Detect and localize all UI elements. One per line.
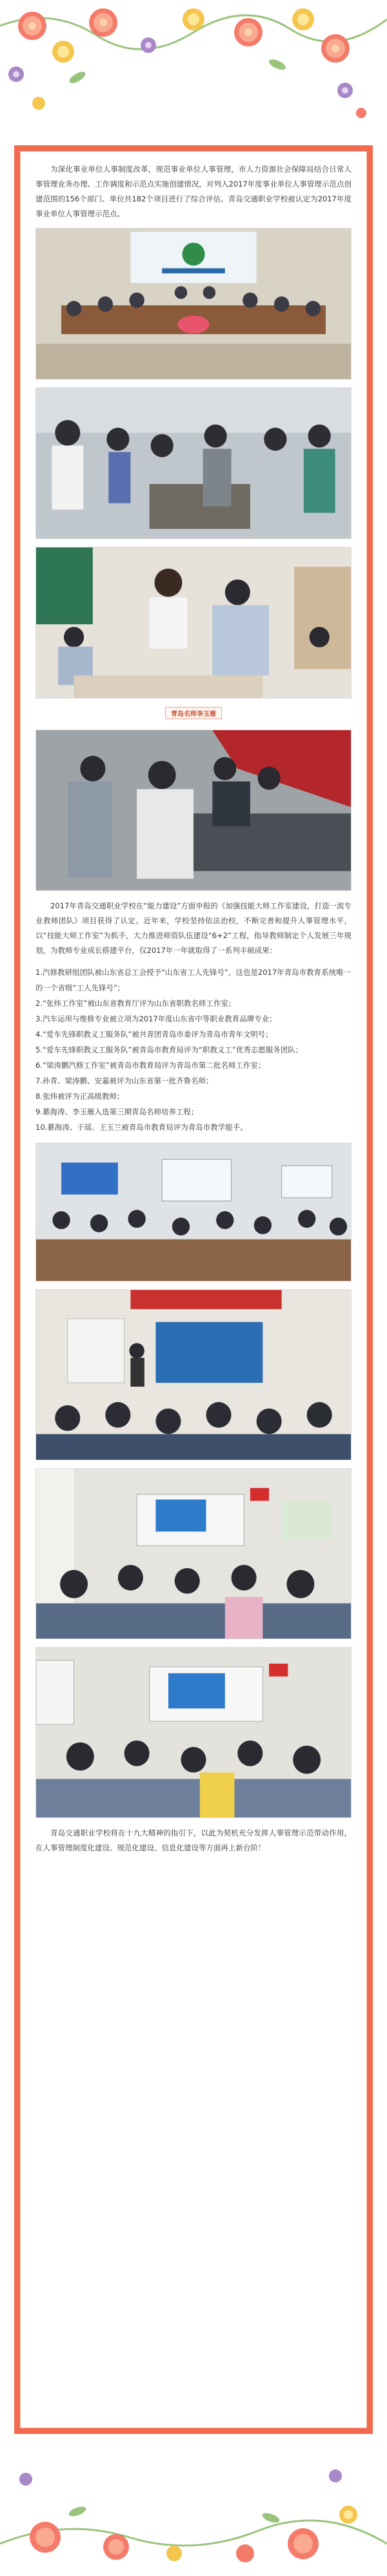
photo-classroom-2 [35, 1468, 352, 1639]
photo-lecture-hall [35, 1143, 352, 1282]
photo-classroom-1 [35, 1289, 352, 1460]
photo-caption: 青岛名师李玉雁 [165, 707, 222, 719]
header-flower-decoration [0, 0, 387, 136]
intro-paragraph: 为深化事业单位人事制度改革，规范事业单位人事管理，市人力资源社会保障局结合日常人事管理业务办理、工作调度和示范点实施创建情况，对列入2017年度事业单位人事管理示范点创建范围的156个部门、单位共182个项目进行了综合评估。青岛交通职业学校被认定为2017年度事业单位人事管理示范点。 [35, 165, 352, 218]
list-item: 4.“爱车先锋职教义工服务队”被共青团青岛市委评为青岛市青年文明号； [35, 1030, 273, 1039]
list-item: 8.张炜被评为正高级教师； [35, 1092, 124, 1101]
list-item: 10.綦海涛、于瑶、王玉兰被青岛市教育局评为青岛市教学能手。 [35, 1123, 248, 1132]
photo-classroom-3 [35, 1647, 352, 1818]
photo-car-repair [35, 730, 352, 891]
list-item: 7.孙青、梁涛鹏、安嘉被评为山东省第一批齐鲁名师； [35, 1076, 213, 1085]
photo-teacher-students [35, 547, 352, 699]
photo-workshop-engine [35, 387, 352, 539]
list-item: 2.“张炜工作室”被山东省教育厅评为山东省职教名师工作室； [35, 999, 236, 1008]
closing-paragraph: 青岛交通职业学校将在十九大精神的指引下，以此为契机充分发挥人事管理示范带动作用，在人事管理制度化建设、规范化建设、信息化建设等方面再上新台阶！ [35, 1828, 352, 1852]
achievements-intro: 2017年青岛交通职业学校在“能力建设”方面申报的《加强技能大师工作室建设，打造一流专业教师团队》项目获得了认定。近年来，学校坚持依法治校，不断完善和提升人事管理水平，以“技能大师工作室”为抓手，大力推进师资队伍建设“6+2”工程，指导教师制定个人发展三年规划，为教师专业成长搭建平台，仅2017年一年就取得了一系列丰硕成果： [35, 901, 352, 955]
list-item: 9.綦海涛、李玉雁入选第三期青岛名师培养工程； [35, 1107, 199, 1116]
list-item: 6.“梁涛鹏汽修工作室”被青岛市教育局评为青岛市第二批名师工作室； [35, 1061, 266, 1070]
article-content [20, 151, 367, 2428]
footer-flower-decoration [0, 2440, 387, 2576]
achievement-list [35, 965, 352, 1135]
list-item: 5.“爱车先锋职教义工服务队”被青岛市教育局评为“职教义工”优秀志愿服务团队； [35, 1045, 303, 1054]
list-item: 1.汽修教研组团队被山东省总工会授予“山东省工人先锋号”，这也是2017年青岛市教育系统唯一的一个省级“工人先锋号”； [35, 968, 352, 992]
photo-meeting [35, 228, 352, 380]
list-item: 3.汽车运用与维修专业被立项为2017年度山东省中等职业教育品牌专业； [35, 1014, 277, 1023]
article-frame [14, 145, 373, 2434]
